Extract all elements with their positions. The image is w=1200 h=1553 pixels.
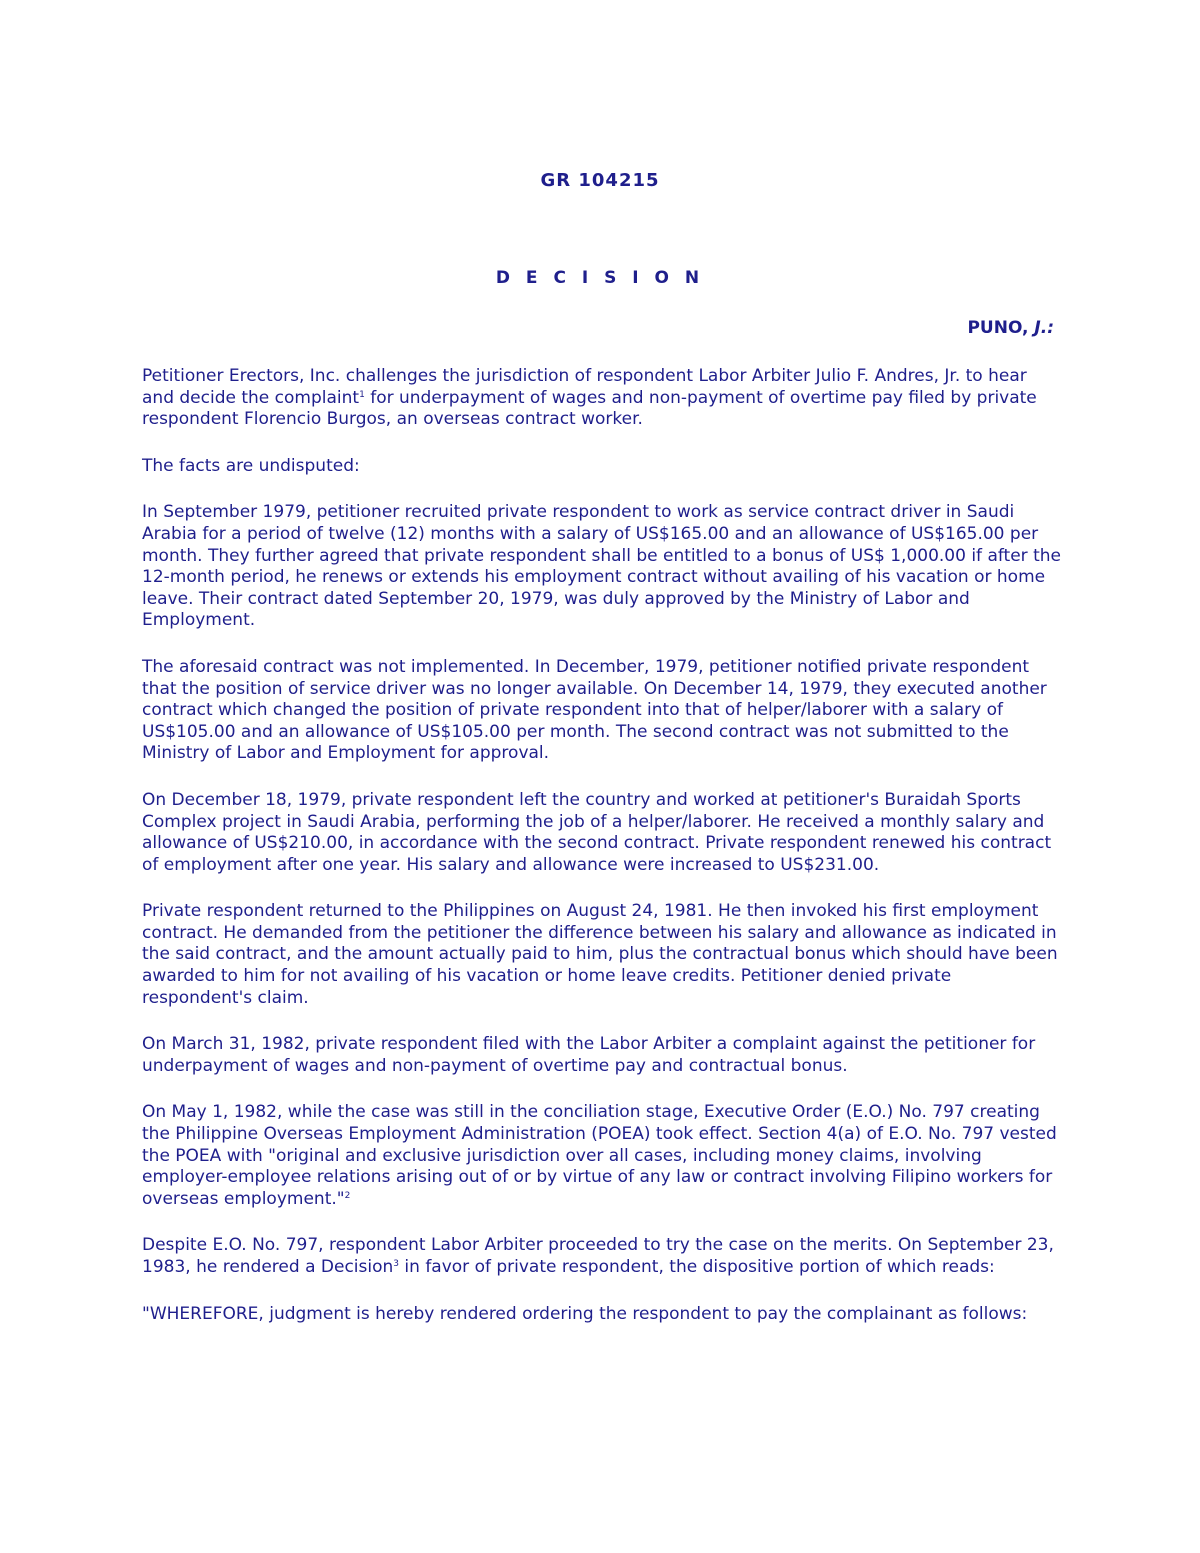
paragraph: Despite E.O. No. 797, respondent Labor Arbiter proceeded to try the case on the merits. On September 23, 1983, he rendered a Decision$^3$ in favor of private respondent, the dispositive portion of which reads: xyxy=(142,1235,1054,1277)
paragraph: The facts are undisputed: xyxy=(142,455,360,476)
decision-body xyxy=(142,366,1062,1350)
footnote-ref[interactable]: 3 xyxy=(393,1259,400,1269)
paragraph: On May 1, 1982, while the case was still in the conciliation stage, Executive Order (E.O.) No. 797 creating the Philippine Overseas Employment Administration (POEA) took effect. Section 4(a) of E.O. No. 797 vested the POEA with "original and exclusive jurisdiction over all cases, including money claims, involving employer-employee relations arising out of or by virtue of any law or contract involving Filipino workers for overseas employment."$^2$ xyxy=(142,1102,1057,1209)
paragraph: On December 18, 1979, private respondent left the country and worked at petitioner's Buraidah Sports Complex project in Saudi Arabia, performing the job of a helper/laborer. He received a monthly salary and allowance of US$210.00, in accordance with the second contract. Private respondent renewed his contract of employment after one year. His salary and allowance were increased to US$231.00. xyxy=(142,789,1052,875)
paragraph: Petitioner Erectors, Inc. challenges the jurisdiction of respondent Labor Arbiter Julio F. Andres, Jr. to hear and decide the complaint$^1$ for underpayment of wages and non-payment of overtime pay filed by private respondent Florencio Burgos, an overseas contract worker. xyxy=(142,366,1037,430)
footnote-ref[interactable]: 2 xyxy=(344,1190,351,1201)
decision-heading: D E C I S I O N xyxy=(495,268,705,288)
paragraph: Private respondent returned to the Philippines on August 24, 1981. He then invoked his first employment contract. He demanded from the petitioner the difference between his salary and allowance as indicated in the said contract, and the amount actually paid to him, plus the contractual bonus which should have been awarded to him for not availing of his vacation or home leave credits. Petitioner denied private respondent's claim. xyxy=(142,901,1058,1008)
footnote-ref[interactable]: 1 xyxy=(359,389,365,400)
paragraph: In September 1979, petitioner recruited private respondent to work as service contract driver in Saudi Arabia for a period of twelve (12) months with a salary of US$165.00 and an allowance of US$165.00 per month. They further agreed that private respondent shall be entitled to a bonus of US$ 1,000.00 if after the 12-month period, he renews or extends his employment contract without availing of his vacation or home leave. Their contract dated September 20, 1979, was duly approved by the Ministry of Labor and Employment. xyxy=(142,502,1061,631)
ponente xyxy=(967,318,1054,338)
paragraph: The aforesaid contract was not implemented. In December, 1979, petitioner notified private respondent that the position of service driver was no longer available. On December 14, 1979, they executed another contract which changed the position of private respondent into that of helper/laborer with a salary of US$105.00 and an allowance of US$105.00 per month. The second contract was not submitted to the Ministry of Labor and Employment for approval. xyxy=(142,656,1047,764)
ponente-name: PUNO, xyxy=(967,318,1029,338)
paragraph: "WHEREFORE, judgment is hereby rendered ordering the respondent to pay the complainant as follows: xyxy=(142,1303,1028,1324)
case-number: GR 104215 xyxy=(540,170,660,191)
paragraph: On March 31, 1982, private respondent filed with the Labor Arbiter a complaint against the petitioner for underpayment of wages and non-payment of overtime pay and contractual bonus. xyxy=(142,1034,1036,1076)
ponente-title: J.: xyxy=(1034,318,1054,338)
